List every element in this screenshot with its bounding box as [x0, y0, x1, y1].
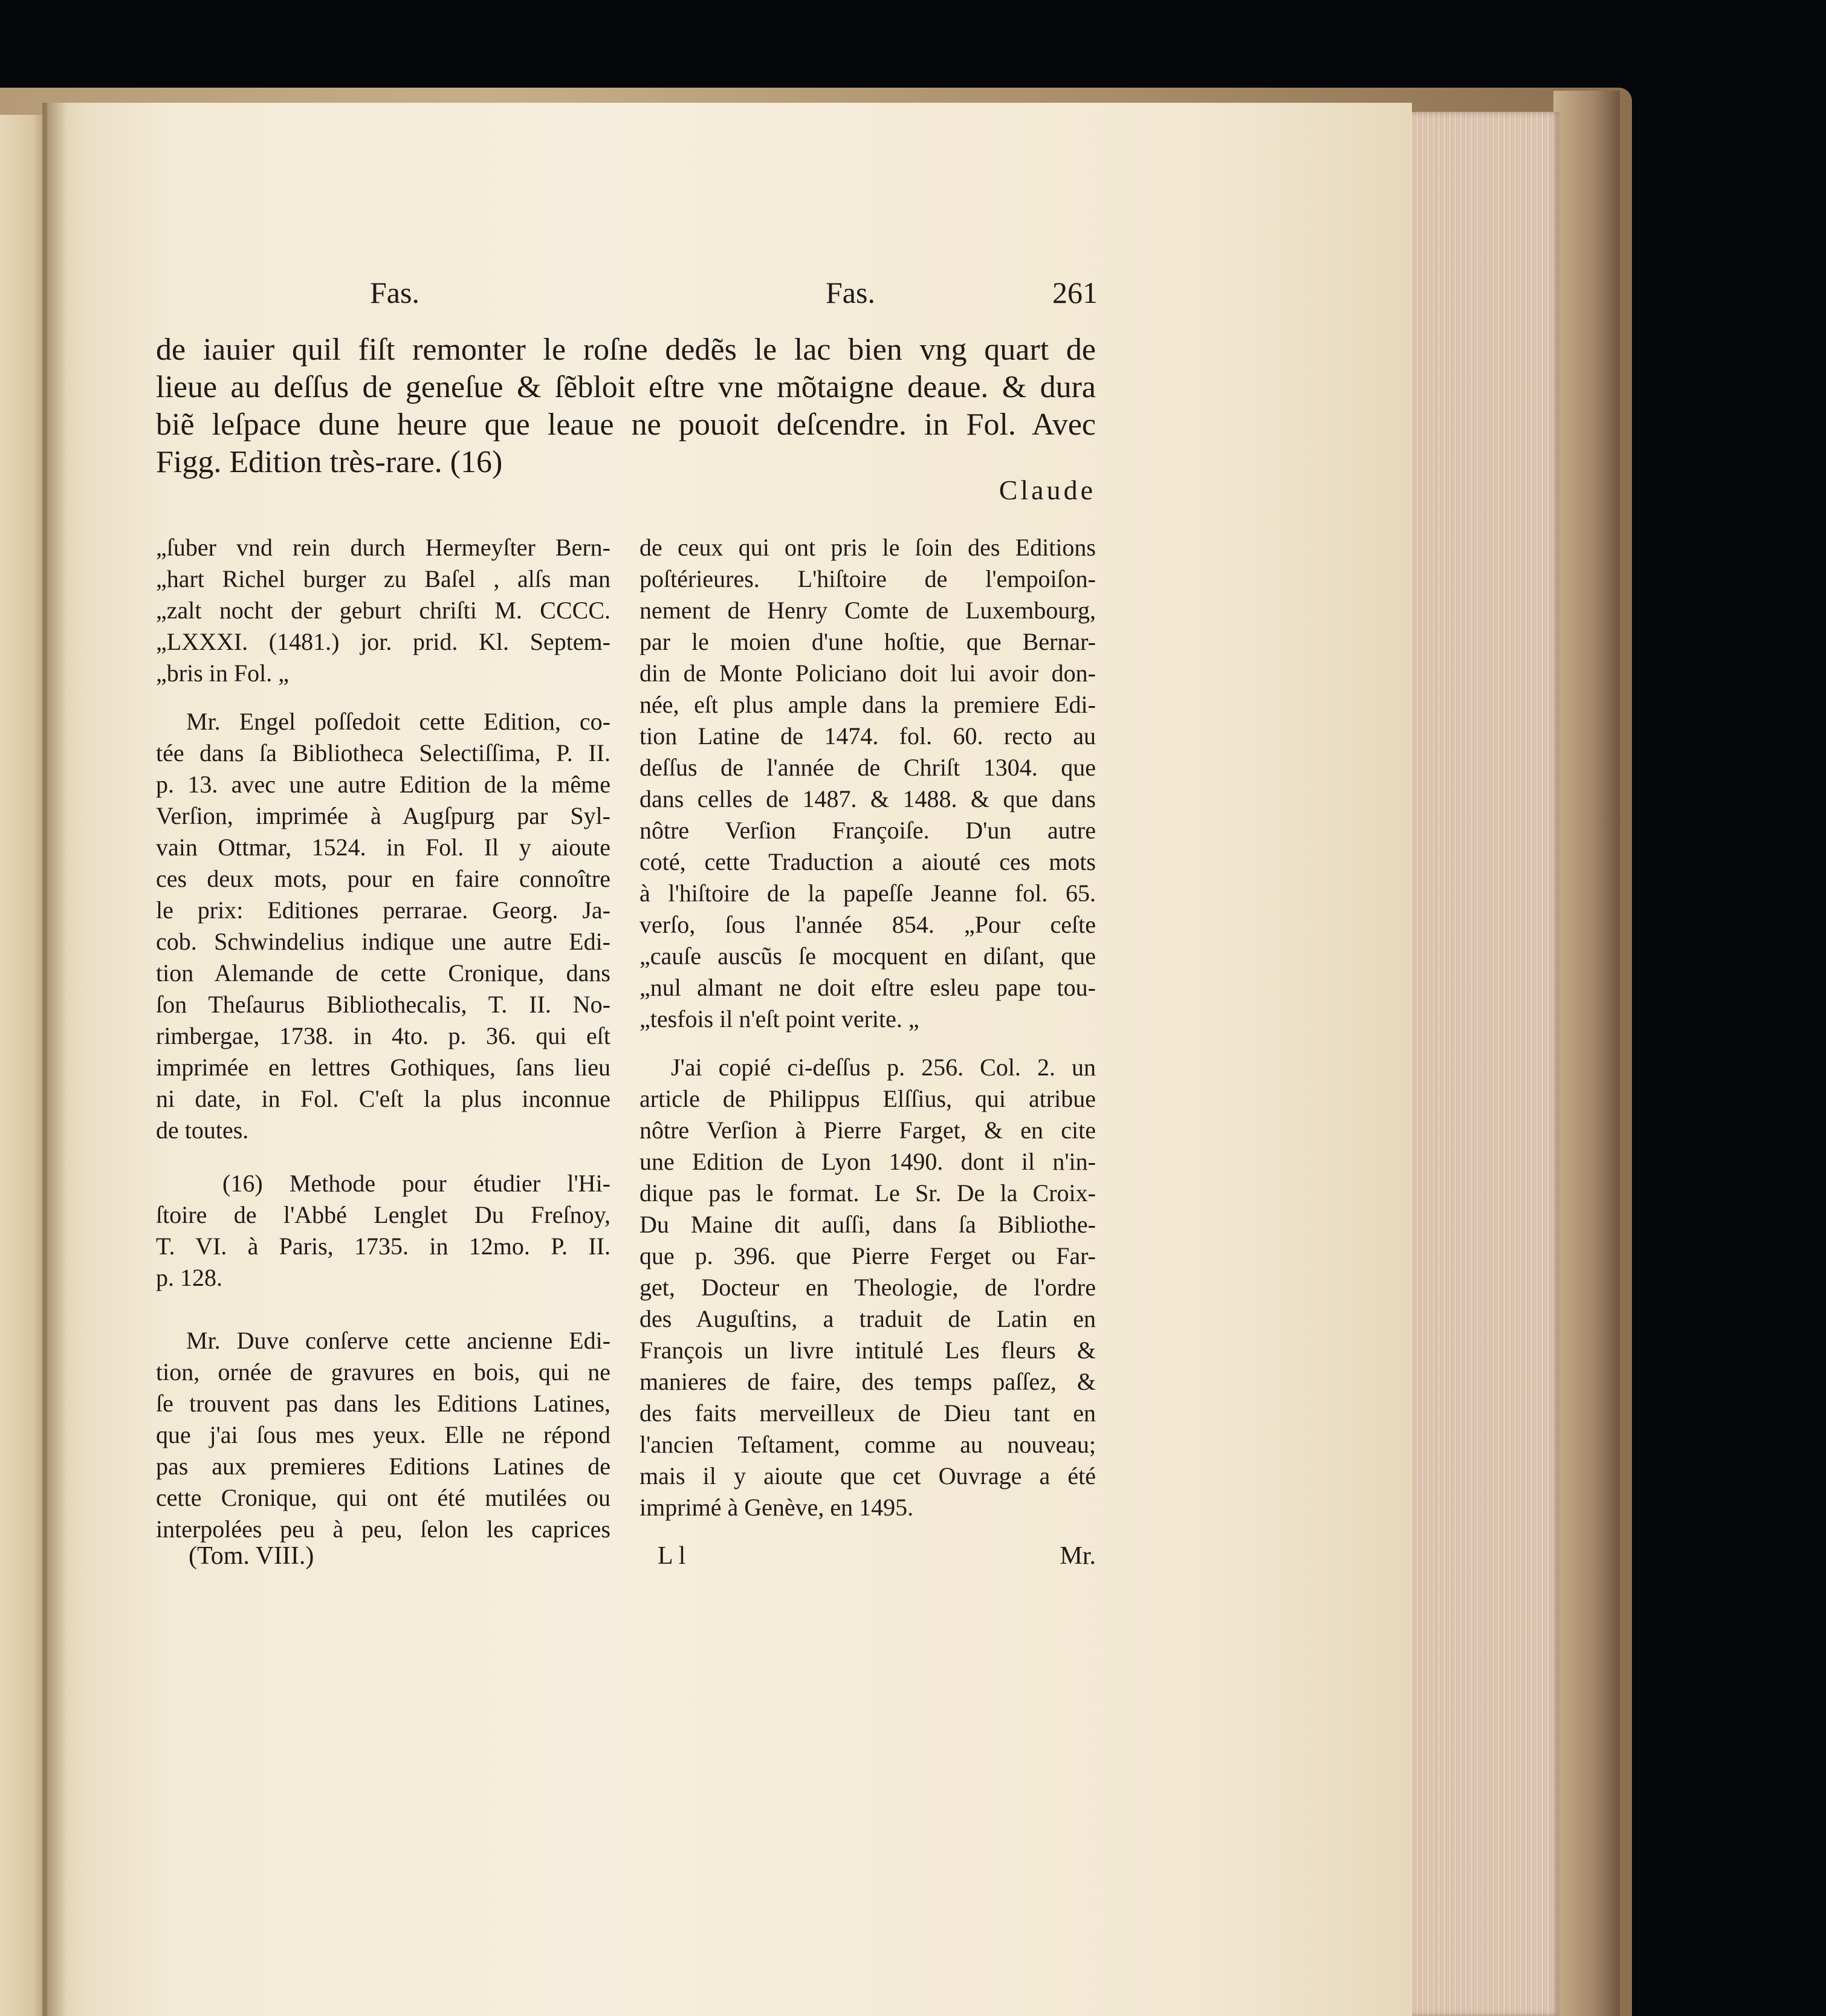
top-block-line: biẽ leſpace dune heure que leaue ne pouoit deſcendre. in Fol. Avec: [156, 407, 1096, 442]
page-number: 261: [1052, 276, 1098, 310]
left-col-line: tion, ornée de gravures en bois, qui ne: [156, 1358, 610, 1386]
right-col-line: des faits merveilleux de Dieu tant en: [639, 1399, 1096, 1427]
left-col-line: p. 128.: [156, 1264, 222, 1291]
right-col-line: nement de Henry Comte de Luxembourg,: [639, 597, 1096, 624]
left-col-line: tée dans ſa Bibliotheca Selectiſſima, P. II.: [156, 739, 610, 767]
right-col-line: coté, cette Traduction a aiouté ces mots: [639, 848, 1096, 875]
volume-mark: (Tom. VIII.): [189, 1542, 314, 1570]
left-col-line: „LXXXI. (1481.) jor. prid. Kl. Septem-: [156, 628, 610, 655]
right-col-line: dans celles de 1487. & 1488. & que dans: [639, 785, 1096, 812]
signature-mark: L l: [658, 1542, 686, 1570]
right-col-line: tion Latine de 1474. fol. 60. recto au: [639, 722, 1096, 750]
left-col-line: „ſuber vnd rein durch Hermeyſter Bern-: [156, 534, 610, 561]
left-col-line: tion Alemande de cette Cronique, dans: [156, 959, 610, 987]
book-cover-edge: [1553, 91, 1620, 2016]
catchword-bottom: Mr.: [1060, 1542, 1096, 1570]
right-col-line: que p. 396. que Pierre Ferget ou Far-: [639, 1242, 1096, 1269]
left-col-line: p. 13. avec une autre Edition de la même: [156, 771, 610, 798]
running-head-left: Fas.: [370, 276, 419, 310]
right-col-line: Du Maine dit auſſi, dans ſa Bibliothe-: [639, 1211, 1096, 1238]
right-col-line: din de Monte Policiano doit lui avoir don-: [639, 660, 1096, 687]
right-col-line: née, eſt plus ample dans la premiere Edi-: [639, 691, 1096, 718]
left-col-line: de toutes.: [156, 1117, 249, 1144]
left-col-line: que j'ai ſous mes yeux. Elle ne répond: [156, 1421, 610, 1448]
facing-page-edge: [0, 115, 47, 2016]
left-col-line: Mr. Duve conſerve cette ancienne Edi-: [186, 1327, 610, 1354]
left-col-line: „zalt nocht der geburt chriſti M. CCCC.: [156, 597, 610, 624]
right-col-line: „nul almant ne doit eſtre esleu pape tou-: [639, 974, 1096, 1001]
right-col-line: une Edition de Lyon 1490. dont il n'in-: [639, 1148, 1096, 1175]
left-col-line: interpolées peu à peu, ſelon les caprices: [156, 1515, 610, 1543]
left-col-line: vain Ottmar, 1524. in Fol. Il y aioute: [156, 834, 610, 861]
right-col-line: deſſus de l'année de Chriſt 1304. que: [639, 754, 1096, 781]
left-col-line: ſon Theſaurus Bibliothecalis, T. II. No-: [156, 991, 610, 1018]
top-block-line: lieue au deſſus de geneſue & ſẽbloit eſtre vne mõtaigne deaue. & dura: [156, 370, 1096, 404]
running-head-center: Fas.: [826, 276, 875, 310]
gutter-shadow: [42, 103, 66, 2016]
right-col-line: „cauſe auscũs ſe mocquent en diſant, que: [639, 942, 1096, 970]
right-col-line: de ceux qui ont pris le ſoin des Editions: [639, 534, 1096, 561]
right-col-line: dique pas le format. Le Sr. De la Croix-: [639, 1179, 1096, 1207]
left-col-line: ni date, in Fol. C'eſt la plus inconnue: [156, 1085, 610, 1112]
left-col-line: pas aux premieres Editions Latines de: [156, 1453, 610, 1480]
top-block-line: de iauier quil fiſt remonter le roſne dedẽs le lac bien vng quart de: [156, 332, 1096, 367]
left-col-line: Mr. Engel poſſedoit cette Edition, co-: [186, 708, 610, 735]
catchword-top: Claude: [999, 475, 1096, 505]
left-col-line: ſtoire de l'Abbé Lenglet Du Freſnoy,: [156, 1201, 610, 1228]
right-col-line: get, Docteur en Theologie, de l'ordre: [639, 1274, 1096, 1301]
page-fore-edge: [1408, 112, 1559, 2016]
right-col-line: nôtre Verſion Françoiſe. D'un autre: [639, 817, 1096, 844]
left-col-line: „hart Richel burger zu Baſel , alſs man: [156, 565, 610, 592]
left-col-line: cette Cronique, qui ont été mutilées ou: [156, 1484, 610, 1511]
left-col-line: le prix: Editiones perrarae. Georg. Ja-: [156, 896, 610, 924]
right-col-line: J'ai copié ci-deſſus p. 256. Col. 2. un: [671, 1054, 1096, 1081]
right-col-line: par le moien d'une hoſtie, que Bernar-: [639, 628, 1096, 655]
right-col-line: manieres de faire, des temps paſſez, &: [639, 1368, 1096, 1395]
left-col-line: ces deux mots, pour en faire connoître: [156, 865, 610, 892]
right-col-line: l'ancien Teſtament, comme au nouveau;: [639, 1431, 1096, 1458]
right-col-line: des Auguſtins, a traduit de Latin en: [639, 1305, 1096, 1332]
left-col-line: Verſion, imprimée à Augſpurg par Syl-: [156, 802, 610, 829]
right-col-line: verſo, ſous l'année 854. „Pour ceſte: [639, 911, 1096, 938]
left-col-line: cob. Schwindelius indique une autre Edi-: [156, 928, 610, 955]
left-col-line: rimbergae, 1738. in 4to. p. 36. qui eſt: [156, 1022, 610, 1049]
right-col-line: imprimé à Genève, en 1495.: [639, 1494, 914, 1521]
right-col-line: mais il y aioute que cet Ouvrage a été: [639, 1462, 1096, 1489]
left-col-line: „bris in Fol. „: [156, 660, 289, 687]
left-col-line: imprimée en lettres Gothiques, ſans lieu: [156, 1054, 610, 1081]
left-col-line: T. VI. à Paris, 1735. in 12mo. P. II.: [156, 1233, 610, 1260]
left-col-line: (16) Methode pour étudier l'Hi-: [222, 1170, 610, 1197]
right-col-line: poſtérieures. L'hiſtoire de l'empoiſon-: [639, 565, 1096, 592]
right-col-line: „tesfois il n'eſt point verite. „: [639, 1005, 919, 1032]
left-col-line: ſe trouvent pas dans les Editions Latines,: [156, 1390, 610, 1417]
right-col-line: François un livre intitulé Les fleurs &: [639, 1337, 1096, 1364]
top-block-line: Figg. Edition très-rare. (16): [156, 445, 503, 479]
right-col-line: article de Philippus Elſſius, qui atribue: [639, 1085, 1096, 1112]
right-col-line: nôtre Verſion à Pierre Farget, & en cite: [639, 1117, 1096, 1144]
right-col-line: à l'hiſtoire de la papeſſe Jeanne fol. 65.: [639, 880, 1096, 907]
